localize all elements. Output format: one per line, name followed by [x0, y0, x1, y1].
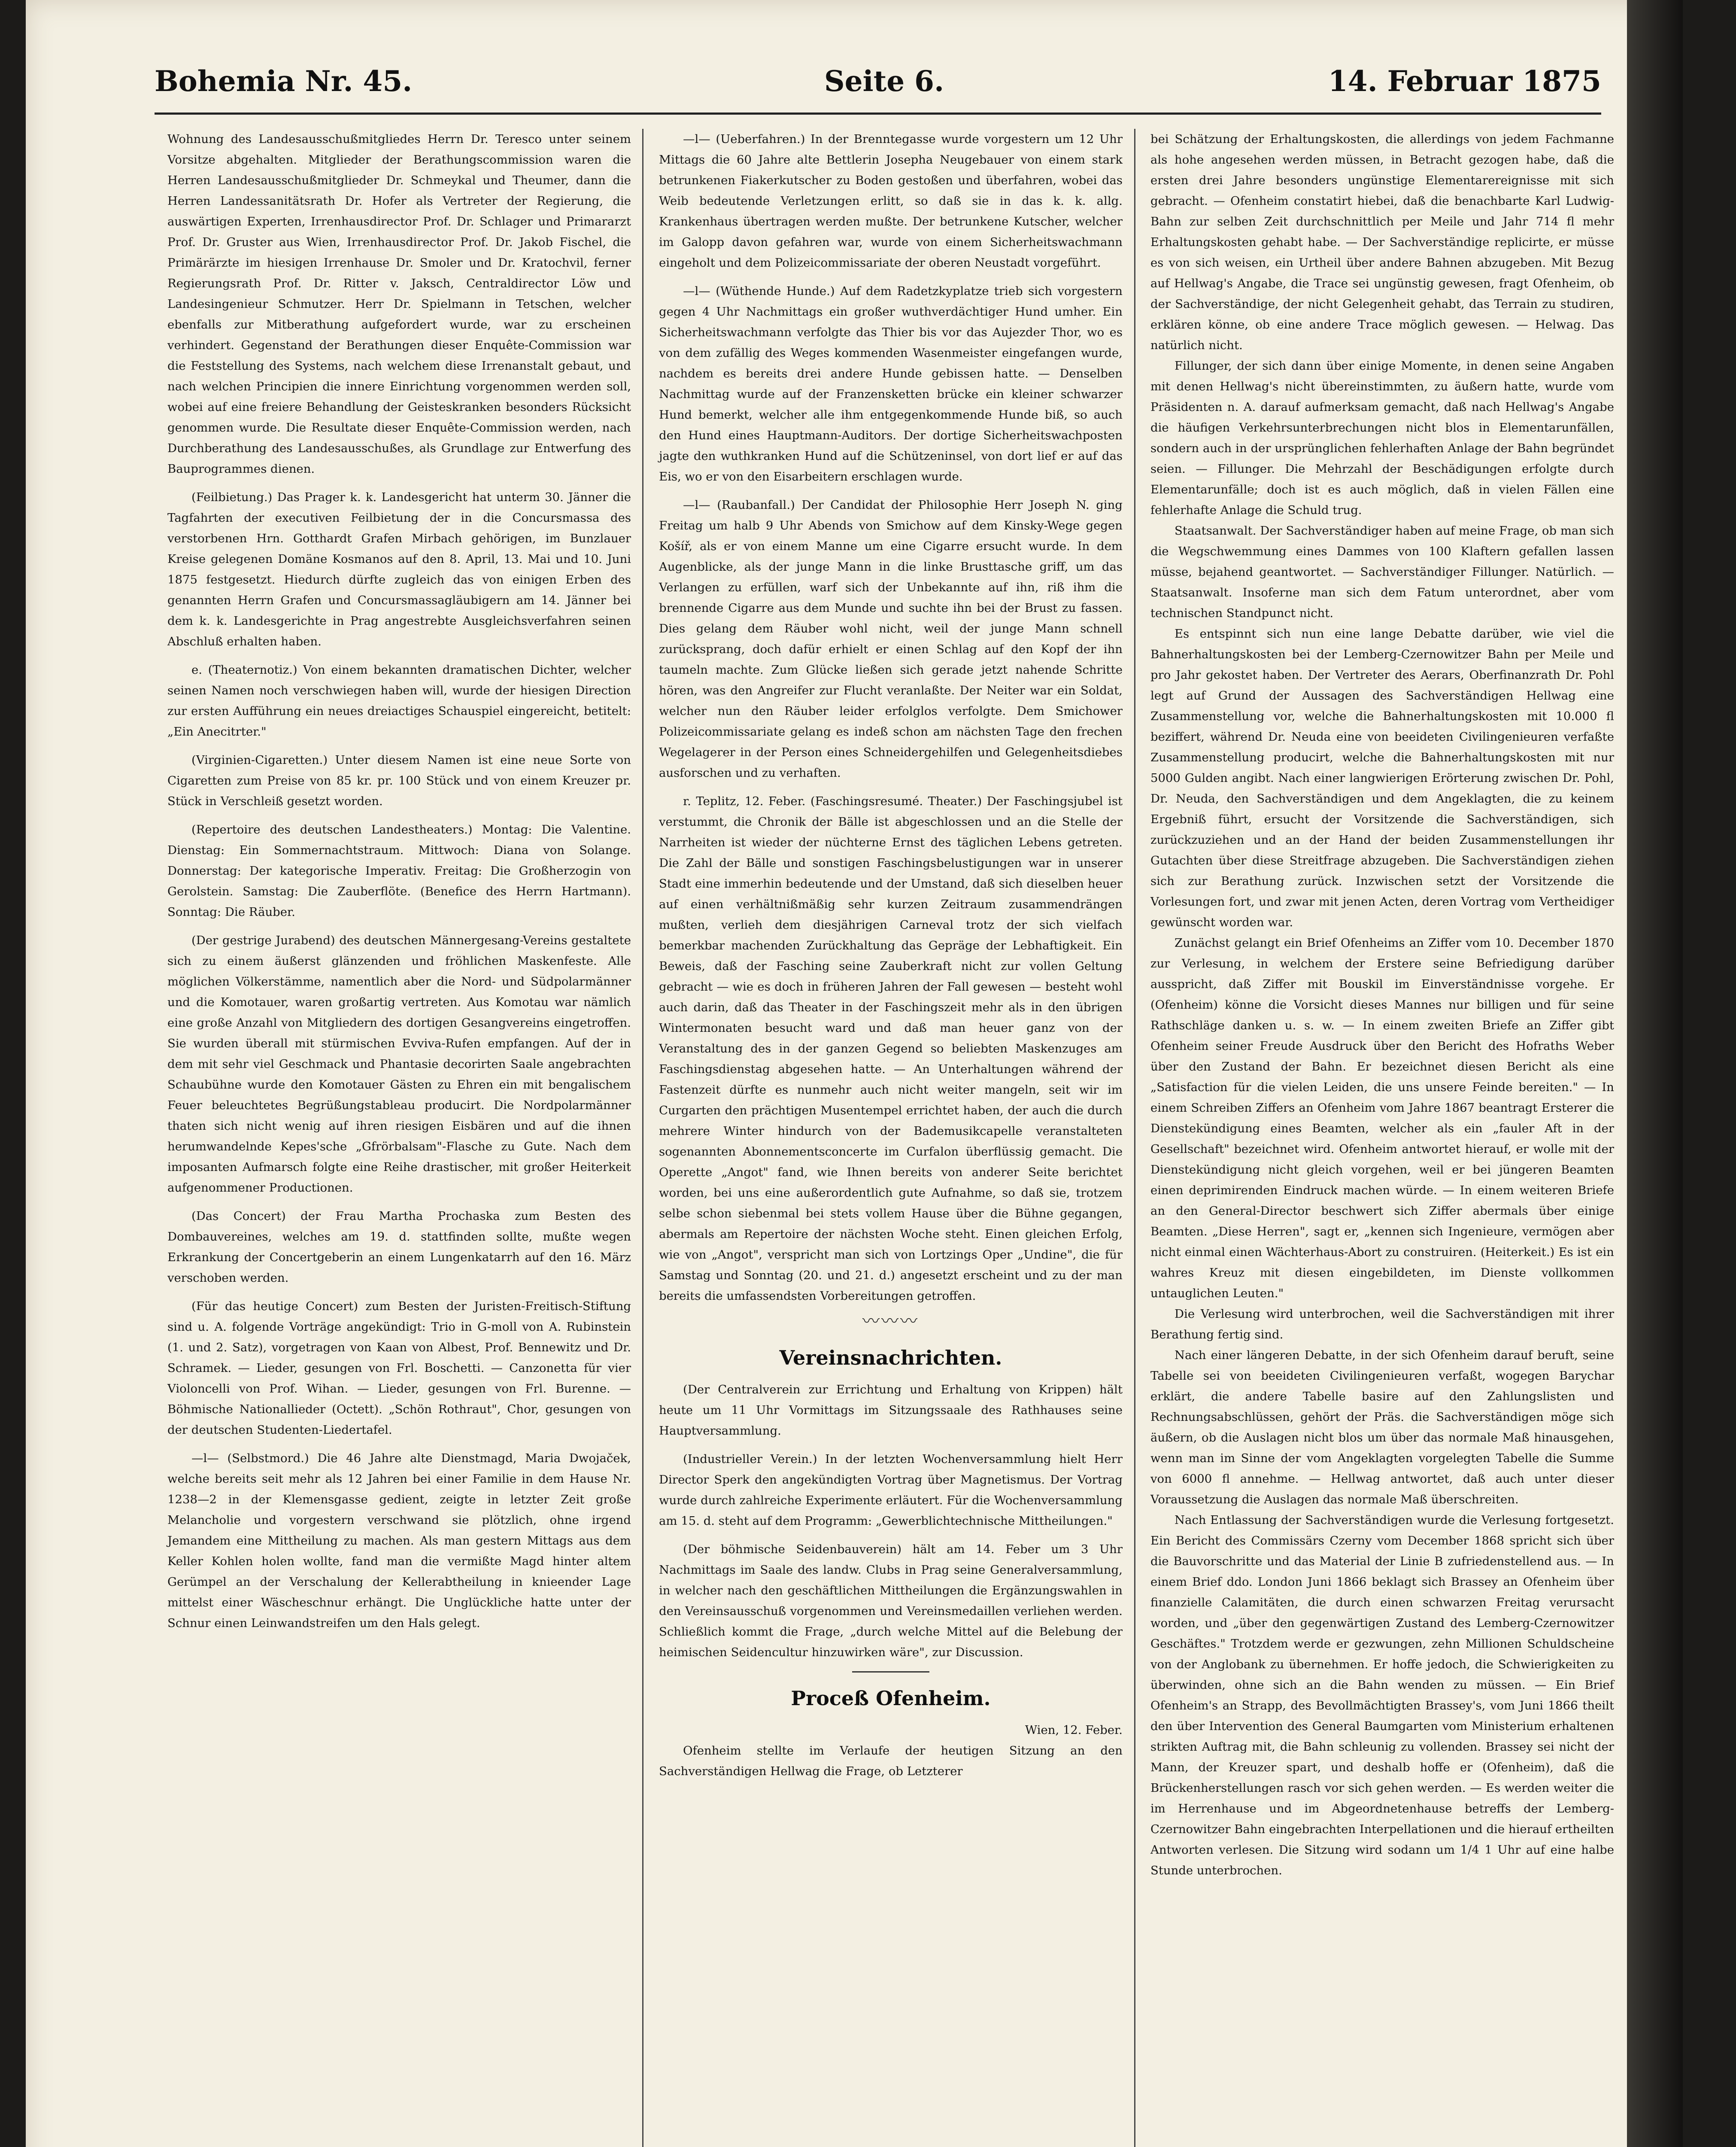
section-title: Vereinsnachrichten. [779, 1346, 1002, 1369]
article-text: (Das Concert) der Frau Martha Prochaska zum Besten des Dombauvereines, welches am 19. d. stattfinden sollte, mußte wegen Erkrankung der Concertgeberin an einem Lungenkatarrh auf den 16. März verschoben werden. [167, 1209, 631, 1285]
article-text: —l— (Ueberfahren.) In der Brenntegasse wurde vorgestern um 12 Uhr Mittags die 60 Jahre alte Bettlerin Josepha Neugebauer von einem stark betrunkenen Fiakerkutscher zu Boden gestoßen und überfahren, wobei das Weib bedeutende Verletzungen erlitt, so daß sie in das k. k. allg. Krankenhaus übertragen werden mußte. Der betrunkene Kutscher, welcher im Galopp davon gefahren war, wurde von einem Sicherheitswachmann eingeholt und dem Polizeicommissariate der oberen Neustadt vorgeführt. [659, 132, 1123, 270]
article-text: Staatsanwalt. Der Sachverständiger haben auf meine Frage, ob man sich die Wegschwemmung eines Dammes von 100 Klaftern gefallen lassen müsse, bejahend geantwortet. — Sachverständiger Fillunger. Natürlich. — Staatsanwalt. Insoferne man sich dem Fatum unterordnet, aber vom technischen Standpunct nicht. [1150, 524, 1614, 620]
column-divider [642, 129, 643, 2147]
article-text: Nach Entlassung der Sachverständigen wurde die Verlesung fortgesetzt. Ein Bericht des Commissärs Czerny vom December 1868 spricht sich über die Bauvorschritte und das Material der Linie B zufriedenstellend aus. — In einem Brief ddo. London Juni 1866 beklagt sich Brassey an Ofenheim über finanzielle Calamitäten, die durch einen schwarzen Freitag verursacht worden, und „über den gegenwärtigen Zustand des Lemberg-Czernowitzer Geschäftes." Trotzdem werde er gezwungen, zehn Millionen Schuldscheine von der Anglobank zu übernehmen. Er hoffe jedoch, die Schwierigkeiten zu überwinden, ohne sich an die Bahn wenden zu müssen. — Ein Brief Ofenheim's an Strapp, des Bevollmächtigten Brassey's, vom Juni 1866 theilt den über Intervention des General Baumgarten vom Ministerium erhaltenen strikten Auftrag mit, die Bahn schleunig zu vollenden. Brassey sei nicht der Mann, der Kreuzer spart, und deshalb hoffe er (Ofenheim), daß die Brückenherstellungen rasch vor sich gehen werden. — Es werden weiter die im Herrenhause und im Abgeordnetenhause betreffs der Lemberg-Czernowitzer Bahn eingebrachten Interpellationen und die hierauf ertheilten Antworten verlesen. Die Sitzung wird sodann um 1/4 1 Uhr auf eine halbe Stunde unterbrochen. [1150, 1513, 1614, 1877]
article-text: Nach einer längeren Debatte, in der sich Ofenheim darauf beruft, seine Tabelle sei von beeideten Civilingenieuren verfaßt, wogegen Barychar erklärt, die andere Tabelle basire auf den Zahlungslisten und Rechnungsabschlüssen, gehört der Präs. die Sachverständigen möge sich äußern, ob die Auslagen nicht blos um über das normale Maß hinausgehen, wenn man im Sinne der vom Angeklagten vorgelegten Tabelle die Summe von 6000 fl annehme. — Hellwag antwortet, daß auch unter dieser Voraussetzung die Auslagen das normale Maß überschreiten. [1150, 1348, 1614, 1506]
divider [852, 1671, 929, 1673]
article-text: (Industrieller Verein.) In der letzten Wochenversammlung hielt Herr Director Sperk den angekündigten Vortrag über Magnetismus. Der Vortrag wurde durch zahlreiche Experimente erläutert. Für die Wochenversammlung am 15. d. steht auf dem Programm: „Gewerblichtechnische Mittheilungen." [659, 1452, 1123, 1528]
header-rule [155, 113, 1601, 115]
article-text: (Feilbietung.) Das Prager k. k. Landesgericht hat unterm 30. Jänner die Tagfahrten der executiven Feilbietung der in die Concursmassa des verstorbenen Hrn. Gotthardt Grafen Mirbach gehörigen, im Bunzlauer Kreise gelegenen Domäne Kosmanos auf den 8. April, 13. Mai und 10. Juni 1875 festgesetzt. Hiedurch dürfte zugleich das von einigen Erben des genannten Herrn Grafen und Concursmassagläubigern am 14. Jänner bei dem k. k. Landesgerichte in Prag angestrebte Ausgleichsverfahren seinen Abschluß erhalten haben. [167, 490, 631, 648]
header-page-number: Seite 6. [824, 64, 944, 98]
article-text: Ofenheim stellte im Verlaufe der heutigen Sitzung an den Sachverständigen Hellwag die Frage, ob Letzterer [659, 1744, 1123, 1778]
page-header [155, 64, 1601, 107]
column-2 [659, 129, 1123, 1782]
article-text: (Virginien-Cigaretten.) Unter diesem Namen ist eine neue Sorte von Cigaretten zum Preise von 85 kr. pr. 100 Stück und von einem Kreuzer pr. Stück in Verschleiß gesetzt worden. [167, 753, 631, 808]
dateline: Wien, 12. Feber. [1025, 1723, 1123, 1737]
section-title: Proceß Ofenheim. [791, 1687, 991, 1710]
article-text: (Der gestrige Jurabend) des deutschen Männergesang-Vereins gestaltete sich zu einem äußerst glänzenden und fröhlichen Maskenfeste. Alle möglichen Völkerstämme, namentlich aber die Nord- und Südpolarmänner und die Komotauer, waren großartig vertreten. Aus Komotau war nämlich eine große Anzahl von Mitgliedern des dortigen Gesangvereins eingetroffen. Sie wurden überall mit stürmischen Evviva-Rufen empfangen. Auf der in dem mit sehr viel Geschmack und Phantasie decorirten Saale angebrachten Schaubühne wurde den Komotauer Gästen zu Ehren ein mit bengalischem Feuer beleuchtetes Begrüßungstableau producirt. Die Nordpolarmänner thaten sich nicht wenig auf ihren riesigen Eisbären und auf die ihnen herumwandelnde Kepes'sche „Gfrörbalsam"-Flasche zu Gute. Nach dem imposanten Aufmarsch folgte eine Reihe drastischer, mit großer Heiterkeit aufgenommener Productionen. [167, 934, 631, 1195]
header-issue: Bohemia Nr. 45. [155, 64, 413, 98]
article-text: (Der Centralverein zur Errichtung und Erhaltung von Krippen) hält heute um 11 Uhr Vormittags im Sitzungssaale des Rathhauses seine Hauptversammlung. [659, 1383, 1123, 1438]
article-text: —l— (Raubanfall.) Der Candidat der Philosophie Herr Joseph N. ging Freitag um halb 9 Uhr Abends von Smichow auf dem Kinsky-Wege gegen Košíř, als er von einem Manne um eine Cigarre ersucht wurde. In dem Augenblicke, als der junge Mann in die linke Brusttasche griff, um das Verlangen zu erfüllen, warf sich der Unbekannte auf ihn, riß ihm die brennende Cigarre aus dem Munde und suchte ihn bei der Brust zu fassen. Dies gelang dem Räuber wohl nicht, weil der junge Mann schnell zurücksprang, doch dafür erhielt er einen Schlag auf den Kopf der ihn taumeln machte. Zum Glücke ließen sich gerade jetzt nahende Schritte hören, was den Angreifer zur Flucht veranlaßte. Der Neiter war ein Soldat, welcher nun den Räuber leider erfolglos verfolgte. Dem Smichower Polizeicommissariate gelang es indeß schon am nächsten Tage den frechen Wegelagerer in der Person eines Schneidergehilfen und Gelegenheitsdiebes ausforschen und zu verhaften. [659, 498, 1123, 780]
article-text: —l— (Selbstmord.) Die 46 Jahre alte Dienstmagd, Maria Dwojaček, welche bereits seit mehr als 12 Jahren bei einer Familie in dem Hause Nr. 1238—2 in der Klemensgasse gedient, zeigte in letzter Zeit große Melancholie und vorgestern verschwand sie plötzlich, ohne irgend Jemandem eine Mittheilung zu machen. Als man gestern Mittags aus dem Keller Kohlen holen wollte, fand man die vermißte Magd hinter altem Gerümpel an der Verschalung der Kellerabtheilung in knieender Lage mittelst einer Wäscheschnur erhängt. Die Unglückliche hatte unter der Schnur einen Leinwandstreifen um den Hals gelegt. [167, 1451, 631, 1630]
column-3 [1150, 129, 1614, 1881]
article-text: Zunächst gelangt ein Brief Ofenheims an Ziffer vom 10. December 1870 zur Verlesung, in welchem der Erstere seine Befriedigung darüber ausspricht, daß Ziffer mit Bouskil im Einverständnisse vorgehe. Er (Ofenheim) könne die Vorsicht dieses Mannes nur billigen und für seine Rathschläge danken u. s. w. — In einem zweiten Briefe an Ziffer gibt Ofenheim seiner Freude Ausdruck über den Bericht des Hofraths Weber über den Zustand der Bahn. Er bezeichnet diesen Bericht als eine „Satisfaction für die vielen Leiden, die uns unsere Feinde bereiten." — In einem Schreiben Ziffers an Ofenheim vom Jahre 1867 beantragt Ersterer die Dienstekündigung eines Beamten, welcher als ein „fauler Aft in der Gesellschaft" bezeichnet wird. Ofenheim antwortet hierauf, er wolle mit der Dienstekündigung nicht gleich vorgehen, weil er bei jüngeren Beamten einen deprimirenden Eindruck machen würde. — In einem weiteren Briefe an den General-Director beschwert sich Ziffer abermals über einige Beamten. „Diese Herren", sagt er, „kennen sich Ingenieure, vermögen aber nicht einmal einen Wächterhaus-Abort zu construiren. (Heiterkeit.) Es ist ein wahres Kreuz mit diesen eingebildeten, im Dienste vollkommen untauglichen Leuten." [1150, 936, 1614, 1300]
article-text: Es entspinnt sich nun eine lange Debatte darüber, wie viel die Bahnerhaltungskosten bei der Lemberg-Czernowitzer Bahn per Meile und pro Jahr gekostet haben. Der Vertreter des Aerars, Oberfinanzrath Dr. Pohl legt auf Grund der Aussagen des Sachverständigen Hellwag eine Zusammenstellung vor, welche die Bahnerhaltungskosten mit 10.000 fl beziffert, während Dr. Neuda eine von beeideten Civilingenieuren verfaßte Zusammenstellung producirt, welche die Bahnerhaltungskosten mit nur 5000 Gulden angibt. Nach einer langwierigen Erörterung zwischen Dr. Pohl, Dr. Neuda, den Sachverständigen und dem Angeklagten, die zu keinem Ergebniß führt, ersucht der Vorsitzende die Sachverständigen, sich zurückzuziehen und an der Hand der beiden Zusammenstellungen ihr Gutachten über diese Streitfrage abzugeben. Die Sachverständigen ziehen sich zur Berathung zurück. Inzwischen setzt der Vorsitzende die Vorlesungen fort, und zwar mit jenen Acten, deren Vortrag vom Vertheidiger gewünscht worden war. [1150, 627, 1614, 929]
article-text: —l— (Wüthende Hunde.) Auf dem Radetzkyplatze trieb sich vorgestern gegen 4 Uhr Nachmittags ein großer wuthverdächtiger Hund umher. Ein Sicherheitswachmann verfolgte das Thier bis vor das Aujezder Thor, wo es von dem zufällig des Weges kommenden Wasenmeister eingefangen wurde, nachdem es bereits drei andere Hunde gebissen hatte. — Denselben Nachmittag wurde auf der Franzensketten brücke ein kleiner schwarzer Hund bemerkt, welcher alle ihm entgegenkommende Hunde biß, so auch den Hund eines Hauptmann-Auditors. Der dortige Sicherheitswachposten jagte den wuthkranken Hund auf die Schützeninsel, von dort lief er auf das Eis, wo er von den Eisarbeitern erschlagen wurde. [659, 284, 1123, 484]
article-text: (Für das heutige Concert) zum Besten der Juristen-Freitisch-Stiftung sind u. A. folgende Vorträge angekündigt: Trio in G-moll von A. Rubinstein (1. und 2. Satz), vorgetragen von Kaan von Albest, Prof. Bennewitz und Dr. Schramek. — Lieder, gesungen von Frl. Boschetti. — Canzonetta für vier Violoncelli von Prof. Wihan. — Lieder, gesungen von Frl. Burenne. — Böhmische Nationallieder (Octett). „Schön Rothraut", Chor, gesungen von der deutschen Studenten-Liedertafel. [167, 1299, 631, 1437]
article-text: bei Schätzung der Erhaltungskosten, die allerdings von jedem Fachmanne als hohe angesehen werden müssen, in Betracht gezogen habe, daß die ersten drei Jahre besonders ungünstige Elementarereignisse mit sich gebracht. — Ofenheim constatirt hiebei, daß die benachbarte Karl Ludwig-Bahn zur selben Zeit durchschnittlich per Meile und Jahr 714 fl mehr Erhaltungskosten gehabt habe. — Der Sachverständige replicirte, er müsse es von sich weisen, ein Urtheil über andere Bahnen abzugeben. Mit Bezug auf Hellwag's Angabe, die Trace sei ungünstig gewesen, fragt Ofenheim, ob der Sachverständige, der nicht Gelegenheit gehabt, das Terrain zu studiren, erklären könne, ob eine andere Trace möglich gewesen. — Helwag. Das natürlich nicht. [1150, 132, 1614, 352]
header-date: 14. Februar 1875 [1328, 64, 1601, 98]
article-text: r. Teplitz, 12. Feber. (Faschingsresumé. Theater.) Der Faschingsjubel ist verstummt, die Chronik der Bälle ist abgeschlossen und an die Stelle der Narrheiten ist wieder der nüchterne Ernst des täglichen Lebens getreten. Die Zahl der Bälle und sonstigen Faschingsbelustigungen war in unserer Stadt eine immerhin bedeutende und der Umstand, daß sich dieselben heuer auf einen verhältnißmäßig sehr kurzen Zeitraum zusammendrängen mußten, verlieh dem diesjährigen Carneval trotz der sich vielfach bemerkbar machenden Zurückhaltung das Gepräge der Lebhaftigkeit. Ein Beweis, daß der Fasching seine Zauberkraft nicht zur vollen Geltung gebracht — wie es doch in früheren Jahren der Fall gewesen — besteht wohl auch darin, daß das Theater in der Faschingszeit mehr als in den übrigen Wintermonaten besucht ward und daß man heuer ganz von der Veranstaltung des in der ganzen Gegend so beliebten Maskenzuges am Faschingsdienstag abgesehen hatte. — An Unterhaltungen während der Fastenzeit dürfte es nunmehr auch nicht weiter mangeln, seit wir im Curgarten den prächtigen Musentempel errichtet haben, der auch die durch mehrere Winter hindurch von der Bademusikcapelle veranstalteten sogenannten Abonnementsconcerte im Curfalon überflüssig gemacht. Die Operette „Angot" fand, wie Ihnen bereits von anderer Seite berichtet worden, bei uns eine außerordentlich gute Aufnahme, so daß sie, trotzem selbe schon siebenmal bei stets vollem Hause über die Bühne gegangen, abermals am Repertoire der nächsten Woche steht. Einen gleichen Erfolg, wie von „Angot", verspricht man sich von Lortzings Oper „Undine", die für Samstag und Sonntag (20. und 21. d.) angesetzt erscheint und zu der man bereits die umfassendsten Vorbereitungen getroffen. [659, 794, 1123, 1303]
article-text: e. (Theaternotiz.) Von einem bekannten dramatischen Dichter, welcher seinen Namen noch verschwiegen haben will, wurde der hiesigen Direction zur ersten Aufführung ein neues dreiactiges Schauspiel eingereicht, betitelt: „Ein Anecitrter." [167, 663, 631, 739]
newspaper-page [26, 0, 1683, 2147]
column-divider [1134, 129, 1135, 2147]
column-1 [167, 129, 631, 1633]
article-text: Fillunger, der sich dann über einige Momente, in denen seine Angaben mit denen Hellwag's nicht übereinstimmten, zu äußern hatte, wurde vom Präsidenten n. A. darauf aufmerksam gemacht, daß nach Hellwag's Angabe die häufigen Verkehrsunterbrechungen nicht blos in Elementarunfällen, sondern auch in der ursprünglichen fehlerhaften Anlage der Bahn begründet seien. — Fillunger. Die Mehrzahl der Beschädigungen erfolgte durch Elementarunfälle; doch ist es auch möglich, daß in vielen Fällen eine fehlerhafte Anlage die Schuld trug. [1150, 359, 1614, 517]
page-edge-shadow [1627, 0, 1683, 2147]
article-text: (Repertoire des deutschen Landestheaters.) Montag: Die Valentine. Dienstag: Ein Sommernachtstraum. Mittwoch: Diana von Solange. Donnerstag: Der kategorische Imperativ. Freitag: Die Großherzogin von Gerolstein. Samstag: Die Zauberflöte. (Benefice des Herrn Hartmann). Sonntag: Die Räuber. [167, 823, 631, 919]
article-text: Die Verlesung wird unterbrochen, weil die Sachverständigen mit ihrer Berathung fertig sind. [1150, 1307, 1614, 1341]
article-text: (Der böhmische Seidenbauverein) hält am 14. Feber um 3 Uhr Nachmittags im Saale des landw. Clubs in Prag seine Generalversammlung, in welcher nach den geschäftlichen Mittheilungen die Ergänzungswahlen in den Vereinsausschuß vorgenommen und Vereinsmedaillen verliehen werden. Schließlich kommt die Frage, „durch welche Mittel auf die Belebung der heimischen Seidencultur hinzuwirken wäre", zur Discussion. [659, 1542, 1123, 1659]
ornament-divider: 〰〰〰 [862, 1311, 919, 1331]
article-text: Wohnung des Landesausschußmitgliedes Herrn Dr. Teresco unter seinem Vorsitze abgehalten. Mitglieder der Berathungscommission waren die Herren Landesausschußmitglieder Dr. Schmeykal und Theumer, dann die Herren Landessanitätsrath Dr. Hofer als Vertreter der Regierung, die auswärtigen Experten, Irrenhausdirector Prof. Dr. Schlager und Primararzt Prof. Dr. Gruster aus Wien, Irrenhausdirector Prof. Dr. Jakob Fischel, die Primärärzte im hiesigen Irrenhause Dr. Smoler und Dr. Kratochvil, ferner Regierungsrath Prof. Dr. Ritter v. Jaksch, Centraldirector Löw und Landesingenieur Schmutzer. Herr Dr. Spielmann in Tetschen, welcher ebenfalls zur Mitberathung aufgefordert wurde, war zu erscheinen verhindert. Gegenstand der Berathungen dieser Enquête-Commission war die Feststellung des Systems, nach welchem diese Irrenanstalt gebaut, und nach welchen Principien die innere Einrichtung vorgenommen werden soll, wobei auf eine freiere Behandlung der Geisteskranken besonders Rücksicht genommen wurde. Die Resultate dieser Enquête-Commission werden, nach Durchberathung des Landesausschußes, als Grundlage zur Entwerfung des Bauprogrammes dienen. [167, 132, 631, 476]
